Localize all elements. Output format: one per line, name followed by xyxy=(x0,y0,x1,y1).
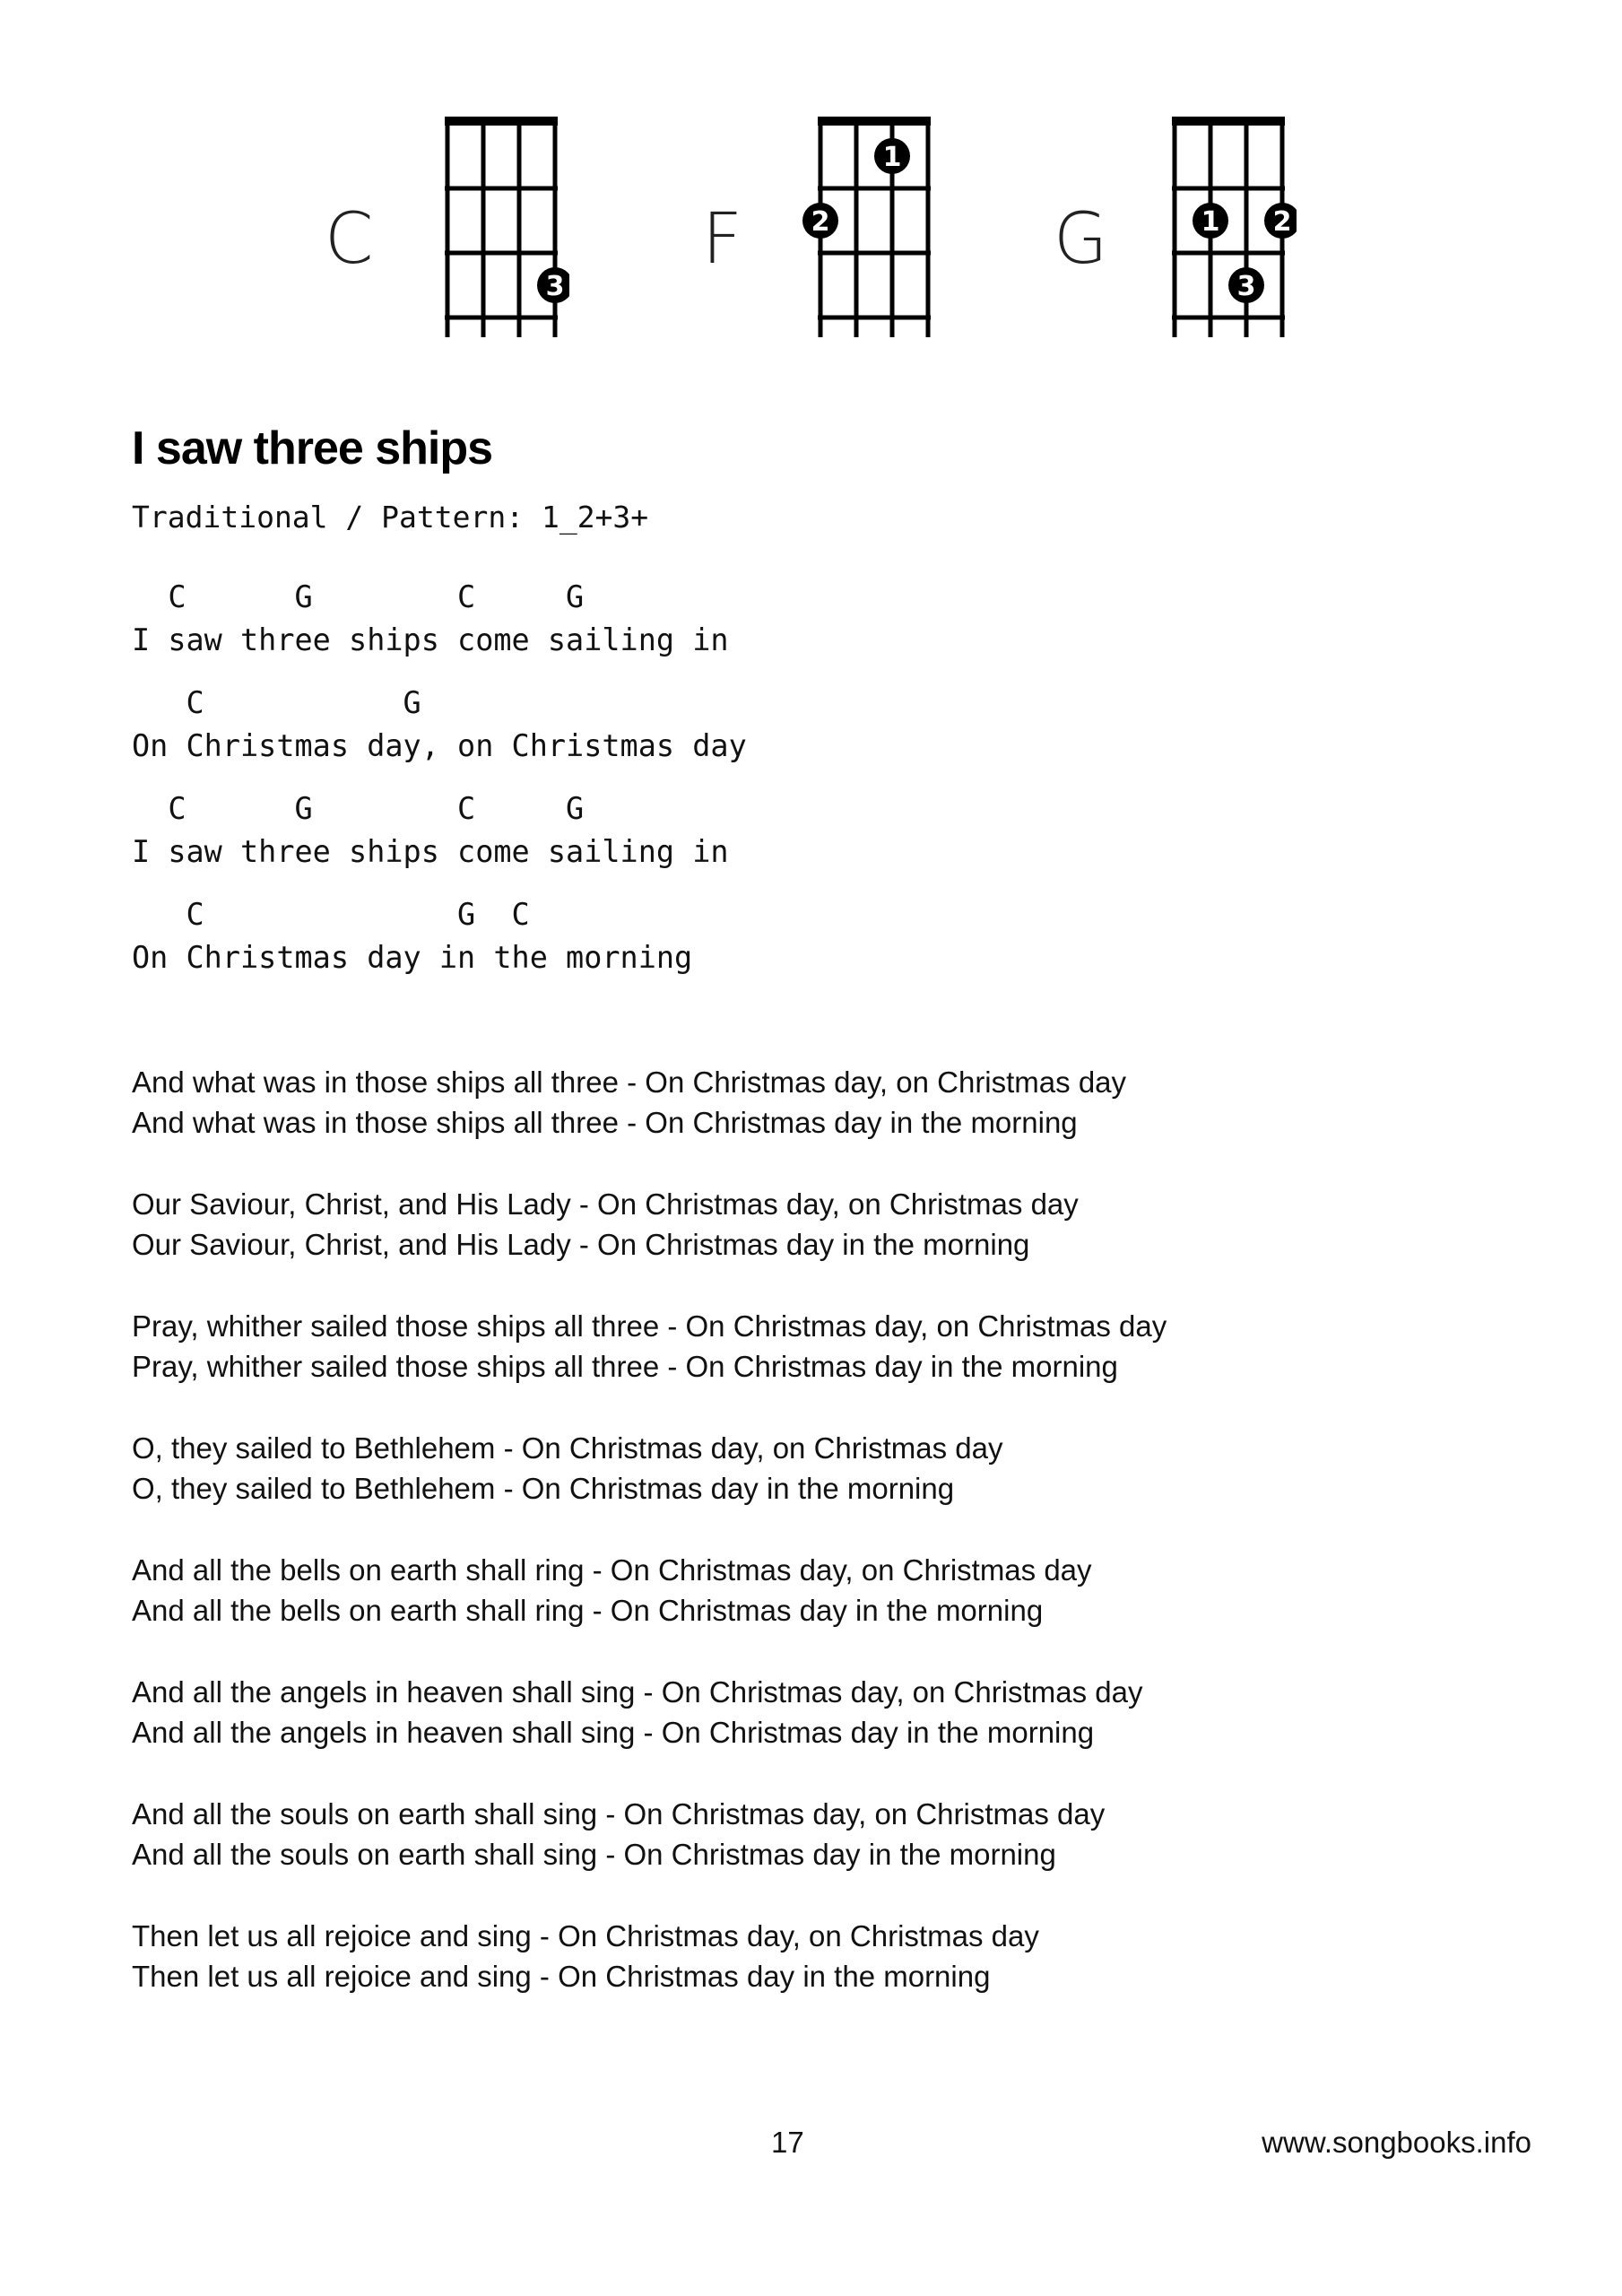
verse-line: O, they sailed to Bethlehem - On Christmas day, on Christmas day xyxy=(132,1431,1003,1465)
chorus-block xyxy=(132,576,747,999)
verse-2 xyxy=(132,1184,1167,1265)
verse-line: Pray, whither sailed those ships all three - On Christmas day, on Christmas day xyxy=(132,1309,1167,1343)
chord-name-g: G xyxy=(1054,199,1108,280)
chord-line: C G C G xyxy=(132,791,585,826)
verse-3 xyxy=(132,1306,1167,1387)
chord-name-c: C xyxy=(325,199,374,280)
verse-line: Then let us all rejoice and sing - On Christmas day in the morning xyxy=(132,1960,991,1993)
verse-1 xyxy=(132,1062,1167,1143)
verse-line: Our Saviour, Christ, and His Lady - On Christmas day, on Christmas day xyxy=(132,1187,1079,1221)
chord-diagram-g xyxy=(1153,117,1297,350)
verse-7 xyxy=(132,1794,1167,1874)
verse-4 xyxy=(132,1428,1167,1509)
lyric-line: On Christmas day in the morning xyxy=(132,940,693,975)
finger-dot xyxy=(802,203,838,239)
verse-8 xyxy=(132,1916,1167,1996)
chord-diagram-svg xyxy=(1153,117,1297,350)
verse-line: And all the bells on earth shall ring - On Christmas day, on Christmas day xyxy=(132,1553,1092,1587)
finger-number: 1 xyxy=(1201,206,1220,238)
song-subtitle: Traditional / Pattern: 1_2+3+ xyxy=(132,500,649,535)
chord-name-f: F xyxy=(702,199,742,280)
verse-line: And all the bells on earth shall ring - On Christmas day in the morning xyxy=(132,1594,1044,1627)
verse-6 xyxy=(132,1672,1167,1752)
finger-dot xyxy=(1193,203,1228,239)
finger-dot xyxy=(1228,267,1264,303)
chorus-line-3 xyxy=(132,787,747,893)
lyric-line: On Christmas day, on Christmas day xyxy=(132,728,747,763)
chorus-line-4 xyxy=(132,893,747,999)
chord-diagram-svg xyxy=(426,117,569,350)
finger-number: 3 xyxy=(545,271,565,302)
page-number: 17 xyxy=(771,2126,804,2159)
chord-line: C G xyxy=(132,685,421,720)
finger-number: 3 xyxy=(1236,271,1256,302)
verse-line: And what was in those ships all three - On Christmas day in the morning xyxy=(132,1106,1078,1139)
verse-line: And what was in those ships all three - On Christmas day, on Christmas day xyxy=(132,1065,1127,1099)
chorus-line-2 xyxy=(132,682,747,787)
nut xyxy=(818,117,931,126)
lyric-line: I saw three ships come sailing in xyxy=(132,834,729,869)
verse-line: And all the angels in heaven shall sing - On Christmas day in the morning xyxy=(132,1716,1095,1749)
chord-diagram-svg xyxy=(799,117,942,350)
verse-5 xyxy=(132,1550,1167,1631)
verses-block xyxy=(132,1062,1167,2038)
finger-dot xyxy=(537,267,569,303)
lyric-line: I saw three ships come sailing in xyxy=(132,622,729,657)
verse-line: Then let us all rejoice and sing - On Christmas day, on Christmas day xyxy=(132,1919,1039,1952)
chord-line: C G C xyxy=(132,897,530,932)
verse-line: And all the souls on earth shall sing - On Christmas day in the morning xyxy=(132,1838,1056,1871)
verse-line: Our Saviour, Christ, and His Lady - On Christmas day in the morning xyxy=(132,1228,1030,1261)
finger-number: 2 xyxy=(1272,206,1292,238)
nut xyxy=(1172,117,1285,126)
song-title: I saw three ships xyxy=(132,422,493,474)
chord-diagram-f xyxy=(799,117,942,350)
verse-line: Pray, whither sailed those ships all three - On Christmas day in the morning xyxy=(132,1350,1118,1383)
verse-line: O, they sailed to Bethlehem - On Christmas day in the morning xyxy=(132,1472,955,1505)
chord-line: C G C G xyxy=(132,579,585,614)
finger-number: 2 xyxy=(811,206,830,238)
verse-line: And all the angels in heaven shall sing - On Christmas day, on Christmas day xyxy=(132,1675,1143,1709)
verse-line: And all the souls on earth shall sing - On Christmas day, on Christmas day xyxy=(132,1797,1106,1831)
website-link[interactable]: www.songbooks.info xyxy=(1262,2126,1531,2159)
chord-diagram-c xyxy=(426,117,569,350)
finger-dot xyxy=(874,138,910,174)
chorus-line-1 xyxy=(132,576,747,682)
finger-dot xyxy=(1264,203,1297,239)
nut xyxy=(445,117,558,126)
finger-number: 1 xyxy=(882,142,902,173)
